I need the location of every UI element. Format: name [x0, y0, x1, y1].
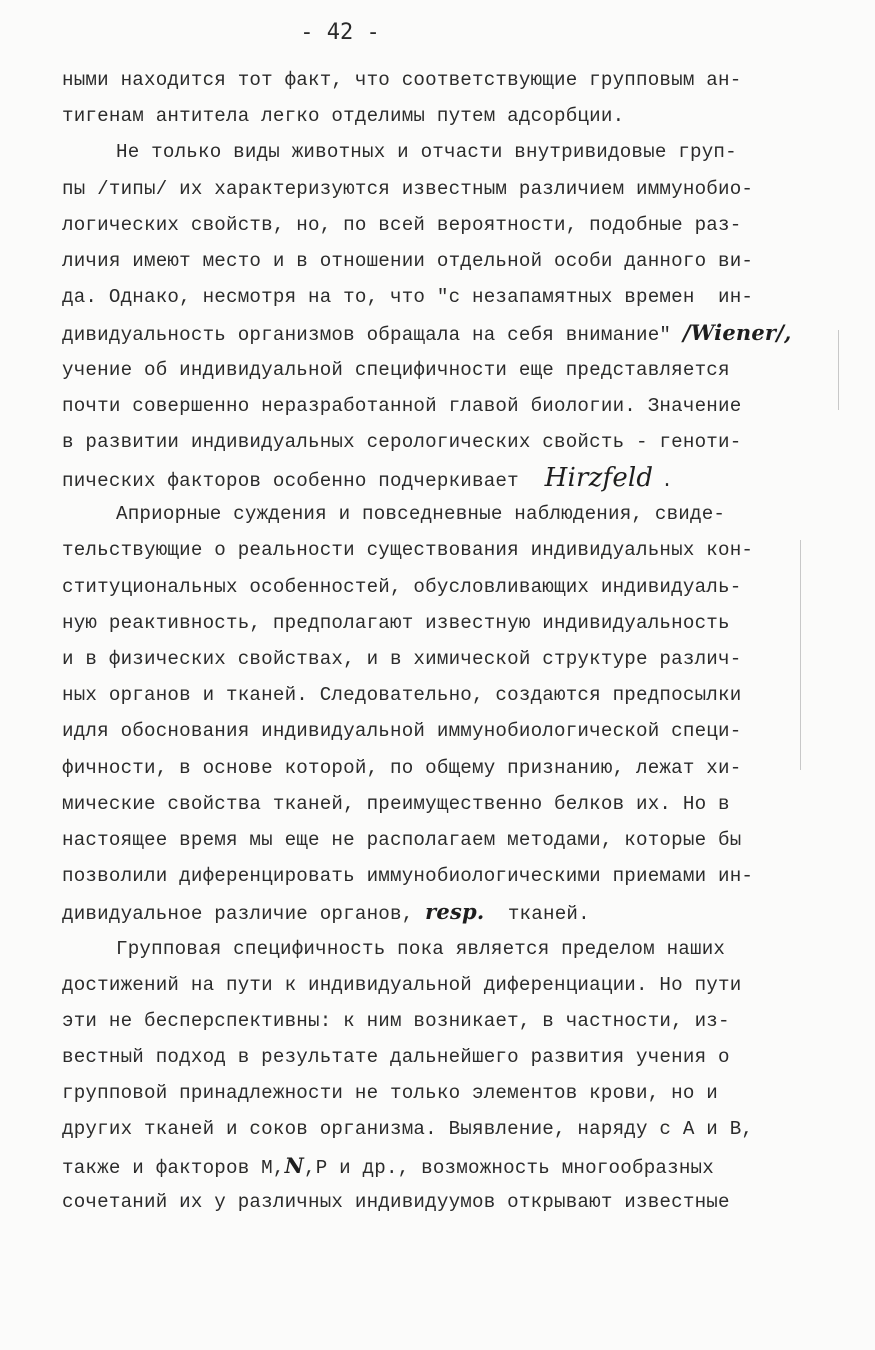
text-line [62, 243, 812, 279]
text-line [62, 1148, 812, 1184]
text-line [62, 424, 812, 460]
line-text: дивидуальность организмов обращала на себя внимание" [62, 324, 683, 347]
line-text: эти не бесперспективны: к ним возникает, в частности, из- [62, 1009, 730, 1032]
line-text: вестный подход в результате дальнейшего развития учения о [62, 1046, 730, 1069]
text-line [62, 641, 812, 677]
text-line [62, 1184, 812, 1220]
margin-line [838, 330, 839, 410]
text-line [62, 279, 812, 315]
line-text: тигенам антитела легко отделимы путем адсорбции. [62, 105, 625, 128]
text-line [62, 62, 812, 98]
line-text: идля обоснования индивидуальной иммунобиологической специ- [62, 720, 742, 743]
text-line [62, 894, 812, 930]
line-text: других тканей и соков организма. Выявление, наряду с А и В, [62, 1118, 754, 1141]
text-line [62, 496, 812, 532]
line-text-after: . [661, 470, 673, 493]
line-text: личия имеют место и в отношении отдельной особи данного ви- [62, 249, 754, 272]
line-text: Не только виды животных и отчасти внутривидовые груп- [116, 141, 737, 164]
text-line [62, 750, 812, 786]
handwritten-insert: N [284, 1152, 304, 1178]
line-text: в развитии индивидуальных серологических свойсть - геноти- [62, 430, 742, 453]
text-line [62, 1039, 812, 1075]
line-text: почти совершенно неразработанной главой биологии. Значение [62, 394, 742, 417]
line-text: Априорные суждения и повседневные наблюдения, свиде- [116, 503, 726, 526]
text-line [62, 1111, 812, 1147]
handwritten-name: Hirzfeld [544, 463, 654, 494]
line-text: ными находится тот факт, что соответствующие групповым ан- [62, 69, 742, 91]
text-line [62, 931, 812, 967]
line-text: достижений на пути к индивидуальной диференциации. Но пути [62, 973, 742, 996]
text-line [62, 171, 812, 207]
text-line [62, 134, 812, 170]
text-line [62, 786, 812, 822]
text-line [62, 388, 812, 424]
text-line [62, 822, 812, 858]
line-text: учение об индивидуальной специфичности еще представляется [62, 358, 730, 381]
text-line [62, 677, 812, 713]
line-text-after: тканей. [484, 903, 590, 926]
page-number: - 42 - [300, 20, 380, 45]
line-text: пы /типы/ их характеризуются известным различием иммунобио- [62, 177, 754, 200]
text-line [62, 967, 812, 1003]
line-text-after: ,P и др., возможность многообразных [303, 1156, 714, 1179]
text-line [62, 98, 812, 134]
text-line [62, 1075, 812, 1111]
text-line [62, 605, 812, 641]
body-text [62, 62, 812, 1220]
text-line [62, 352, 812, 388]
text-line [62, 532, 812, 568]
line-text: и в физических свойствах, и в химической структуре различ- [62, 648, 742, 670]
line-text: да. Однако, несмотря на то, что "с незапамятных времен ин- [62, 286, 754, 309]
line-text: позволили диференцировать иммунобиологическими приемами ин- [62, 865, 754, 888]
text-line [62, 460, 812, 496]
line-text: ных органов и тканей. Следовательно, создаются предпосылки [62, 684, 742, 707]
handwritten-insert: /Wiener/, [682, 320, 792, 346]
line-text: групповой принадлежности не только элементов крови, но и [62, 1082, 719, 1105]
line-text: сочетаний их у различных индивидуумов открывают известные [62, 1190, 730, 1213]
text-line [62, 1003, 812, 1039]
line-text: тельствующие о реальности существования индивидуальных кон- [62, 539, 754, 562]
line-text: также и факторов M, [62, 1156, 285, 1179]
text-line [62, 569, 812, 605]
line-text: ную реактивность, предполагают известную индивидуальность [62, 611, 730, 634]
text-line [62, 315, 812, 351]
line-text: дивидуальное различие органов, [62, 903, 426, 926]
line-text: логических свойств, но, по всей вероятности, подобные раз- [62, 213, 742, 236]
line-text: ституциональных особенностей, обусловливающих индивидуаль- [62, 575, 742, 598]
margin-line-2 [800, 540, 801, 770]
line-text: фичности, в основе которой, по общему признанию, лежат хи- [62, 756, 742, 779]
handwritten-insert: resp. [425, 899, 485, 925]
text-line [62, 713, 812, 749]
text-line [62, 207, 812, 243]
line-text: пических факторов особенно подчеркивает [62, 470, 531, 493]
text-line [62, 858, 812, 894]
line-text: настоящее время мы еще не располагаем методами, которые бы [62, 828, 742, 851]
line-text: мические свойства тканей, преимущественно белков их. Но в [62, 792, 730, 815]
line-text: Групповая специфичность пока является пределом наших [116, 937, 726, 960]
